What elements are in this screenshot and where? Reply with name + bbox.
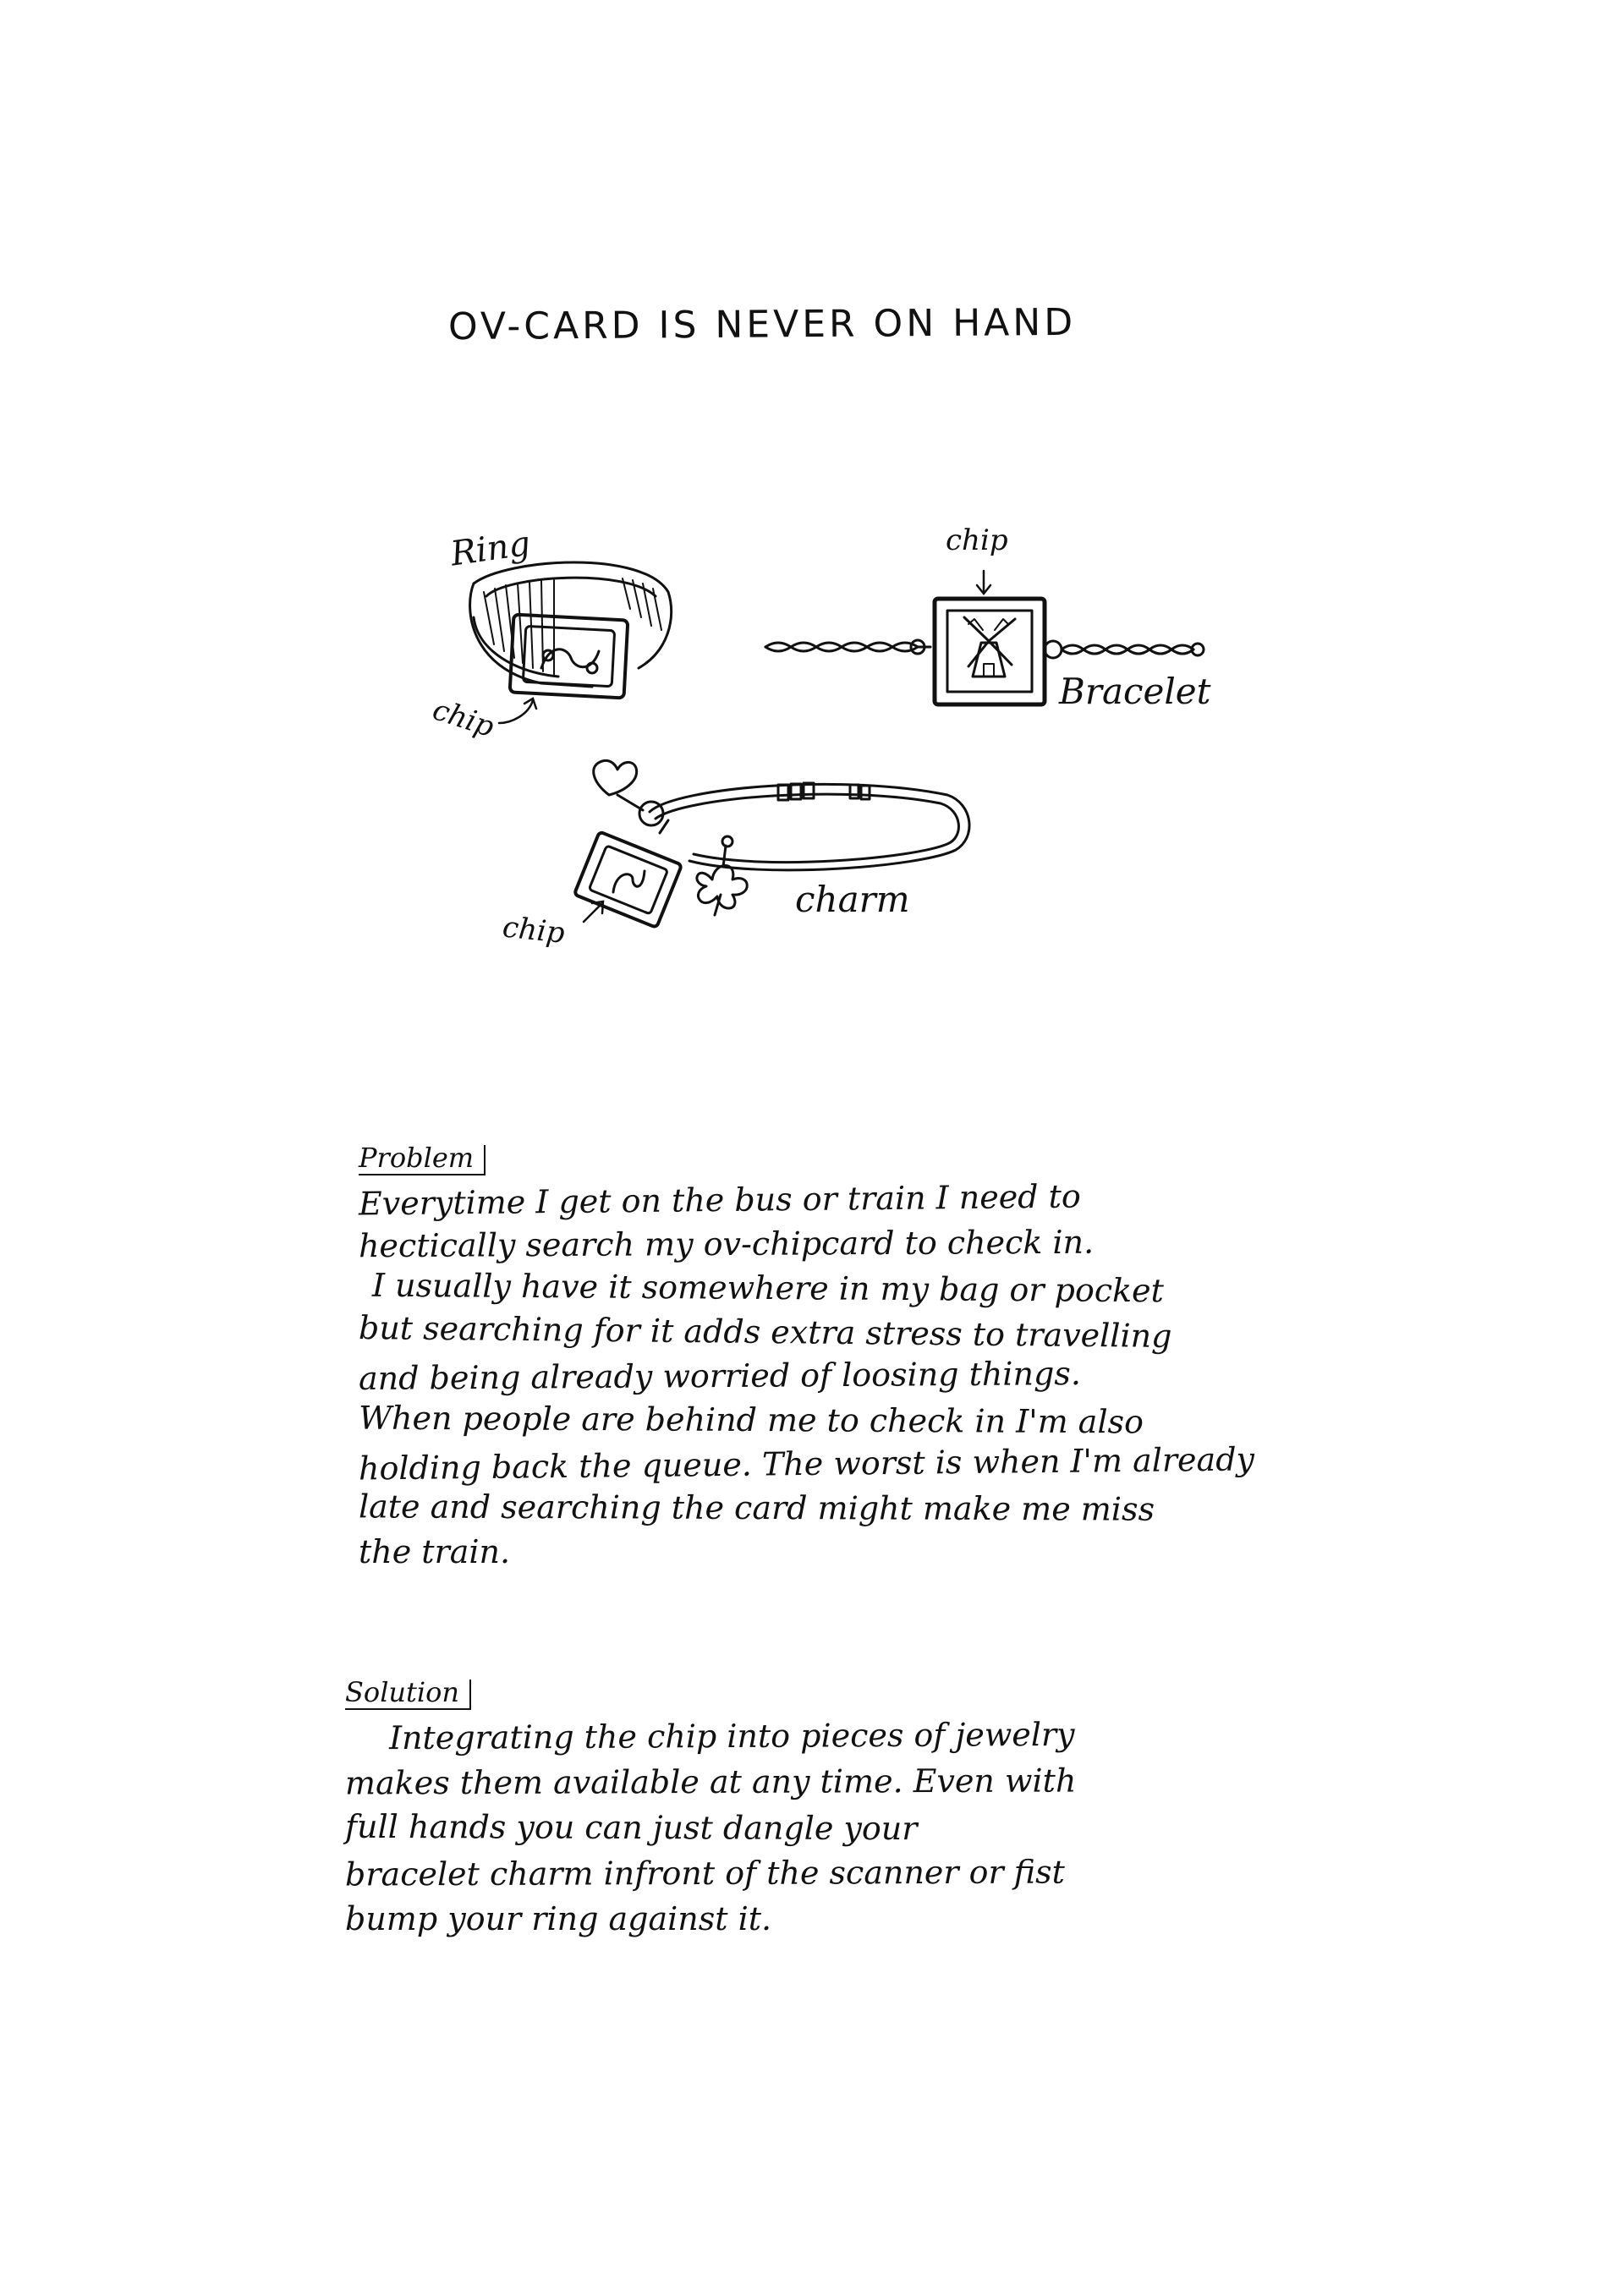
problem-line: holding back the queue. The worst is when I'm already bbox=[358, 1440, 1255, 1488]
ring-label: Ring bbox=[447, 523, 533, 574]
problem-line: hectically search my ov-chipcard to check in. bbox=[358, 1223, 1095, 1265]
charm-bracelet-drawing bbox=[574, 760, 969, 928]
solution-heading: Solution bbox=[345, 1676, 471, 1710]
problem-line: and being already worried of loosing things. bbox=[358, 1355, 1082, 1397]
charm-label: charm bbox=[795, 879, 910, 920]
solution-line: Integrating the chip into pieces of jewelry bbox=[388, 1715, 1075, 1757]
ring-chip-arrow bbox=[499, 700, 533, 723]
ring-chip-label: chip bbox=[428, 693, 498, 745]
page-title: OV-CARD IS NEVER ON HAND bbox=[447, 300, 1077, 349]
problem-line: late and searching the card might make me miss bbox=[358, 1488, 1155, 1528]
problem-line: I usually have it somewhere in my bag or pocket bbox=[371, 1266, 1165, 1310]
bracelet-label: Bracelet bbox=[1059, 671, 1211, 712]
solution-line: makes them available at any time. Even with bbox=[344, 1762, 1077, 1802]
bracelet-chip-label: chip bbox=[946, 523, 1008, 557]
problem-line: Everytime I get on the bus or train I need to bbox=[358, 1177, 1081, 1223]
charm-chip-arrow bbox=[584, 903, 602, 922]
ring-drawing bbox=[470, 562, 672, 698]
solution-line: full hands you can just dangle your bbox=[344, 1807, 918, 1848]
solution-line: bump your ring against it. bbox=[345, 1900, 772, 1937]
charm-chip-label: chip bbox=[501, 910, 567, 951]
solution-line: bracelet charm infront of the scanner or fist bbox=[344, 1853, 1065, 1893]
problem-line: but searching for it adds extra stress to travelling bbox=[358, 1308, 1172, 1356]
jewelry-sketches bbox=[0, 0, 1624, 998]
problem-line: the train. bbox=[359, 1533, 511, 1570]
problem-line: When people are behind me to check in I'm also bbox=[358, 1399, 1144, 1441]
problem-heading: Problem bbox=[359, 1142, 486, 1175]
